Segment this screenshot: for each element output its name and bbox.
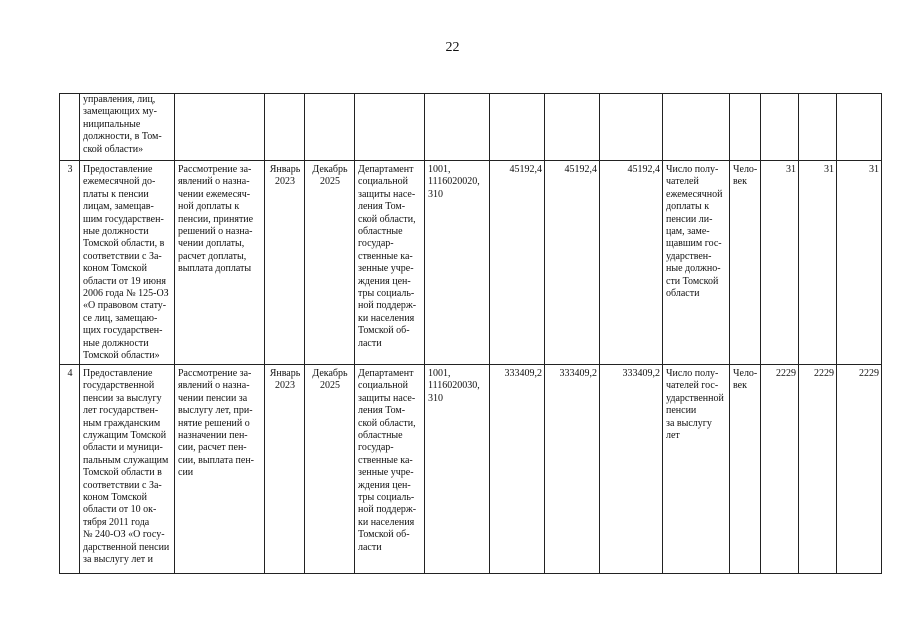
event-name-cell: управления, лиц, замещающих му- ниципальные должности, в Том- ской области» — [80, 94, 175, 161]
end-date-cell — [305, 94, 355, 161]
indicator-year3-cell: 31 — [837, 161, 882, 365]
executor-cell: Департамент социальной защиты насе- ления Том- ской области, областные государ- ственные ка- зенные учре- ждения цен- тры социаль- ной поддерж- ки населения Томской об- ласти — [355, 365, 425, 574]
budget-code-cell — [425, 94, 490, 161]
start-date-cell: Январь 2023 — [265, 161, 305, 365]
amount-year1-cell: 333409,2 — [490, 365, 545, 574]
event-name-cell: Предоставление ежемесячной до- платы к пенсии лицам, замещав- шим государствен- ные должности Томской области, в соответствии с За- коном Томской области от 19 июня 2006 года № 125-ОЗ «О правовом стату- се лиц, замещаю- щих государствен- ные должности Томской области» — [80, 161, 175, 365]
unit-cell — [730, 94, 761, 161]
indicator-cell: Число полу- чателей ежемесячной доплаты к пенсии ли- цам, заме- щавшим гос- ударствен- ные должно- сти Томской области — [663, 161, 730, 365]
page-number: 22 — [445, 40, 460, 55]
table-row — [60, 365, 882, 574]
row-number: 4 — [60, 365, 80, 574]
executor-cell — [355, 94, 425, 161]
unit-cell: Чело- век — [730, 161, 761, 365]
indicator-year1-cell: 2229 — [761, 365, 799, 574]
table-row — [60, 94, 882, 161]
event-content-cell: Рассмотрение за- явлений о назна- чении ежемесяч- ной доплаты к пенсии, принятие решений о назна- чении доплаты, расчет доплаты, выплата доплаты — [175, 161, 265, 365]
indicator-year2-cell: 31 — [799, 161, 837, 365]
amount-year1-cell: 45192,4 — [490, 161, 545, 365]
event-name-cell: Предоставление государственной пенсии за выслугу лет государствен- ным гражданским служащим Томской области и муници- пальным служащим Томской области в соответствии с За- коном Томской области от 10 ок- тября 2011 года № 240-ОЗ «О госу- дарственной пенсии за выслугу лет и — [80, 365, 175, 574]
indicator-year1-cell — [761, 94, 799, 161]
end-date-cell: Декабрь 2025 — [305, 365, 355, 574]
indicator-year3-cell — [837, 94, 882, 161]
amount-year3-cell: 45192,4 — [600, 161, 663, 365]
budget-code-cell: 1001, 1116020030, 310 — [425, 365, 490, 574]
executor-cell: Департамент социальной защиты насе- ления Том- ской области, областные государ- ственные ка- зенные учре- ждения цен- тры социаль- ной поддерж- ки населения Томской об- ласти — [355, 161, 425, 365]
end-date-cell: Декабрь 2025 — [305, 161, 355, 365]
program-table — [59, 93, 882, 574]
budget-code-cell: 1001, 1116020020, 310 — [425, 161, 490, 365]
table-row — [60, 161, 882, 365]
indicator-cell — [663, 94, 730, 161]
amount-year3-cell: 333409,2 — [600, 365, 663, 574]
indicator-year3-cell: 2229 — [837, 365, 882, 574]
amount-year2-cell: 333409,2 — [545, 365, 600, 574]
row-number: 3 — [60, 161, 80, 365]
event-content-cell — [175, 94, 265, 161]
amount-year3-cell — [600, 94, 663, 161]
start-date-cell — [265, 94, 305, 161]
indicator-year1-cell: 31 — [761, 161, 799, 365]
indicator-cell: Число полу- чателей гос- ударственной пенсии за выслугу лет — [663, 365, 730, 574]
amount-year2-cell: 45192,4 — [545, 161, 600, 365]
unit-cell: Чело- век — [730, 365, 761, 574]
amount-year2-cell — [545, 94, 600, 161]
indicator-year2-cell: 2229 — [799, 365, 837, 574]
event-content-cell: Рассмотрение за- явлений о назна- чении пенсии за выслугу лет, при- нятие решений о назначении пен- сии, расчет пен- сии, выплата пен- сии — [175, 365, 265, 574]
amount-year1-cell — [490, 94, 545, 161]
indicator-year2-cell — [799, 94, 837, 161]
start-date-cell: Январь 2023 — [265, 365, 305, 574]
row-number — [60, 94, 80, 161]
